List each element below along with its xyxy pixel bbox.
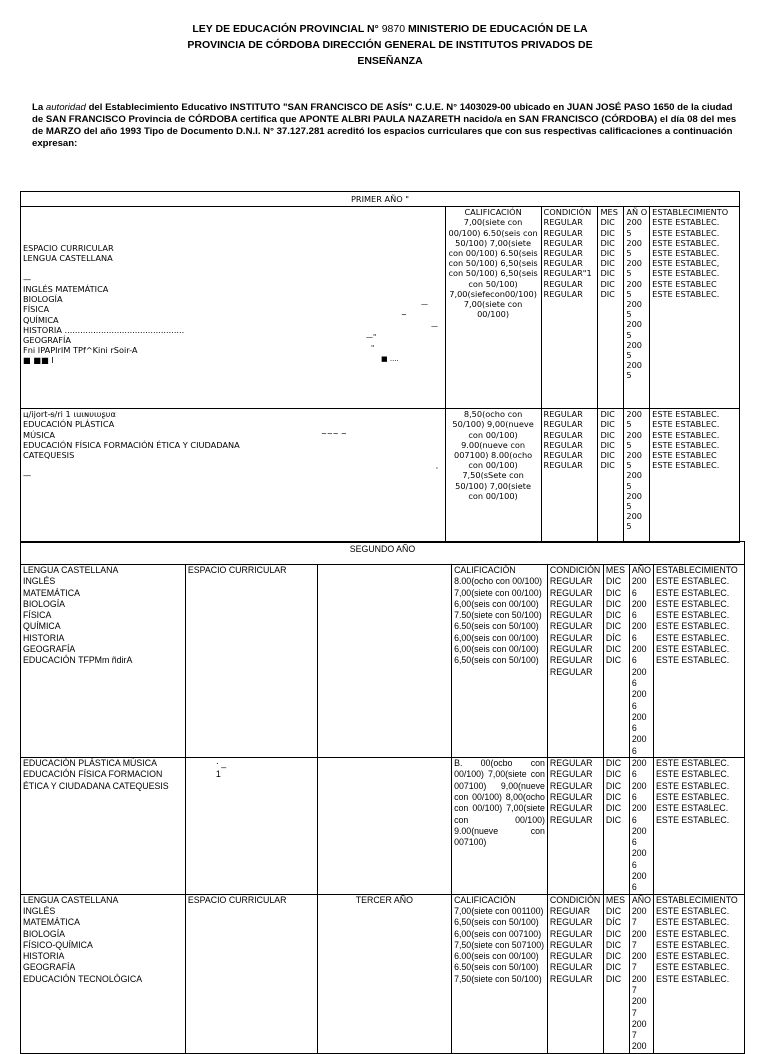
list-item: REGULAR	[543, 419, 583, 430]
list-item: DIC	[600, 217, 615, 228]
second-year-subjects-2	[21, 758, 186, 895]
list-item: ESTE ESTABLEC.	[655, 632, 730, 643]
list-item: DIC	[605, 655, 622, 666]
list-item: REGULAR	[543, 258, 583, 269]
list-item: MÚSICA	[23, 429, 55, 440]
list-item: 200	[626, 278, 643, 289]
second-year-institution-1	[653, 565, 744, 758]
list-item: DIC	[600, 419, 615, 430]
list-item: ESTE ESTABLEC.	[655, 905, 730, 916]
list-item: MATEMÁTICA	[23, 587, 81, 598]
list-item: REGULAR	[549, 576, 593, 587]
list-item: ESTE ESTABLEC.	[652, 268, 720, 279]
first-year-months-1: MES DIC DIC DIC DIC DIC DIC DIC DIC	[598, 207, 624, 409]
second-year-subjects-1	[21, 565, 186, 758]
list-item: REGULAR	[543, 237, 583, 248]
list-item: 200	[626, 470, 643, 481]
list-item: 6	[631, 632, 637, 643]
list-item: HISTORIA	[23, 951, 65, 962]
intro-2: autoridad	[45, 102, 86, 113]
list-item: DIC	[600, 268, 615, 279]
list-item: LENGUA CASTELLANA	[23, 253, 113, 264]
list-item: Fni IPAPIrIM TPf^Kini rSoir-A	[23, 345, 138, 356]
intro-1: La	[32, 102, 44, 113]
list-item: 5	[626, 309, 632, 320]
list-item: 6	[631, 655, 637, 666]
title-part-2: MINISTERIO DE EDUCACIÓN DE LA PROVINCIA DE CÓRDOBA DIRECCIÓN GENERAL DE INSTITUTOS PRIVADOS DE ENSEÑANZA	[187, 23, 593, 67]
list-item: ESTE ESTABLEC.	[655, 917, 730, 928]
list-item: DIC	[600, 278, 615, 289]
list-item: ESTE ESTABLEC.	[652, 419, 720, 430]
list-item: REGULAR	[549, 758, 593, 769]
second-year-years-2	[629, 758, 653, 895]
list-item: 5	[626, 268, 632, 279]
list-item: INGLÉS	[23, 905, 56, 916]
list-item: LENGUA CASTELLANA	[23, 894, 119, 905]
list-item: 6	[631, 859, 637, 870]
first-year-subjects-1	[21, 207, 446, 409]
list-item: 7	[631, 1030, 637, 1041]
second-year-grades-1: CALIFICACIÓN 8.00(ocho con 00/100) 7,00(siete con 00/100) 6,00(seis con 00/100) 7.50(siete con 50/100) 6.50(seis con 50/100) 6,00(seis con 00/100) 6,00(seis con 00/100) 6,50(seis con 50/100)	[452, 565, 548, 758]
list-item: 6	[631, 814, 637, 825]
list-item: DIC	[605, 928, 622, 939]
list-item: ESTE ESTABLEC	[652, 450, 717, 461]
list-item: 200	[631, 734, 647, 745]
list-item: REGULAR"1	[543, 268, 592, 279]
list-item: 6	[631, 677, 637, 688]
list-item: REGULAR	[549, 951, 593, 962]
list-item: REGULAR	[543, 429, 583, 440]
first-year-years-1: AÑ O 200 5 200 5 200 5 200 5 200 5 200 5 200 5 200 5	[624, 207, 650, 409]
list-item: REGULAR	[549, 939, 593, 950]
list-item: ESTE ESTABLEC.	[652, 237, 720, 248]
list-item: DIC	[605, 973, 622, 984]
list-item: REGULAR	[549, 610, 593, 621]
third-year-subjects	[21, 894, 186, 1053]
list-item: DIC	[600, 429, 615, 440]
list-item: 5	[626, 370, 632, 381]
list-item: EDUCACIÓN PLÁSTICA	[23, 419, 115, 430]
first-year-grades-2: 8,50(ocho con 50/100) 9,00(nueve con 00/100) 9.00(nueve con 007100) 8.00(ocho con 00/100) 7,50(sSete con 50/100) 7,00(siete con 00/100)	[445, 409, 541, 543]
list-item: HISTORIA	[23, 632, 65, 643]
list-item: 6	[631, 587, 637, 598]
list-item: REGULAR	[543, 248, 583, 259]
list-item: DIC	[605, 814, 622, 825]
scan-marks: — ~ — —" " ■ ....	[366, 300, 438, 364]
list-item: ESTE ESTABLEC.	[655, 587, 730, 598]
second-year-months-2	[603, 758, 629, 895]
list-item: GEOGRAFÍA	[23, 335, 71, 346]
list-item: 200	[626, 237, 643, 248]
list-item: HISTORIA ..............................................	[23, 324, 185, 335]
list-item: DIC	[605, 939, 622, 950]
list-item: 7	[631, 984, 637, 995]
intro-3: del Establecimiento Educativo INSTITUTO "SAN FRANCISCO DE ASÍS" C.U.E. N° 1403029-00 ubicado en JUAN JOSÉ PASO 1650 de la ciudad de SAN FRANCISCO Provincia de CÓRDOBA certifica que APONTE ALBRI PAULA NAZARETH nacido/a en SAN FRANCISCO (CÓRDOBA) el día 08 del mes de MARZO del año 1993 Tipo de Documento D.N.I. N° 37.127.281 acreditó los espacios curriculares que con sus respectivas calificaciones a continuación expresan:	[32, 102, 737, 149]
list-item: 6	[631, 882, 637, 893]
list-item: BIOLOGÍA	[23, 294, 63, 305]
list-item: REGULAR	[549, 632, 593, 643]
list-item: REGULAR	[549, 917, 593, 928]
list-item: 7	[631, 1007, 637, 1018]
third-year-months	[603, 894, 629, 1053]
list-item: DIC	[600, 227, 615, 238]
list-item: REGULAR	[543, 460, 583, 471]
list-item: 200	[626, 409, 643, 420]
list-item: DIC	[605, 587, 622, 598]
list-item: AÑO	[631, 565, 651, 575]
list-item: 200	[626, 511, 643, 522]
list-item: 200	[631, 780, 647, 791]
first-year-conditions-2	[541, 409, 598, 543]
first-year-institution-2	[650, 409, 740, 543]
list-item: REGULAR	[543, 288, 583, 299]
list-item: DIC	[600, 409, 615, 420]
list-item: DIC	[600, 439, 615, 450]
list-item: REGULAR	[543, 409, 583, 420]
third-year-space: ESPACIO CURRICULAR	[185, 894, 317, 1053]
list-item: GEOGRAFÍA	[23, 962, 76, 973]
third-year-grades: CALIFICACIÓN 7,00(siete con 001100) 6,50(seis con 50/100) 6,00(seis con 007100) 7,50(siete con 507100) 6.00(seis con 00/100) 6.50(seis con 50/100) 7,50(siete con 50/100)	[452, 894, 548, 1053]
list-item: 6	[631, 791, 637, 802]
list-item: 200	[626, 360, 643, 371]
list-item: 200	[631, 711, 647, 722]
list-item: 200	[631, 928, 647, 939]
list-item: · _	[215, 758, 227, 769]
first-year-institution-1: ESTABLECIMIENTO ESTE ESTABLEC. ESTE ESTABLEC. ESTE ESTABLEC. ESTE ESTABLEC. ESTE ESTABLEC, ESTE ESTABLEC. ESTE ESTABLEC ESTE ESTABLEC.	[650, 207, 740, 409]
list-item: ESTABLECIMIENTO	[655, 565, 738, 575]
list-item: ESTE ESTABLEC.	[655, 576, 730, 587]
list-item: 5	[626, 288, 632, 299]
list-item: 6	[631, 700, 637, 711]
list-item: DIC	[600, 248, 615, 259]
list-item: 200	[626, 319, 643, 330]
list-item: ESTE ESTABLEC.	[655, 951, 730, 962]
list-item: 5	[626, 227, 632, 238]
list-item: 200	[626, 490, 643, 501]
list-item: ESTE ESTABLEC.	[652, 248, 720, 259]
list-item: DIC	[600, 450, 615, 461]
list-item: ESTE ESTABLEC.	[655, 780, 730, 791]
list-item: ESPACIO CURRICULAR	[23, 243, 114, 254]
list-item: ■ ■■ I	[23, 355, 54, 366]
first-year-grades-1: CALIFICACIÓN 7,00(siete con 00/100) 6.50(seis con 50/100) 7,00(siete con 00/100) 6.50(seis con 50/100) 6,50(seis con 50/100) 6,50(seis con 50/100) 7,00(siefecon00/100) 7,00(siete con 00/100)	[445, 207, 541, 409]
list-item	[23, 264, 443, 274]
list-item: ESTE ESTABLEC.	[655, 962, 730, 973]
first-year-subjects-2: ц/ijort-ᵴ/ri 1 ιuιɴυιυʂυα EDUCACIÓN PLÁSTICA MÚSICA EDUCACIÓN FÍSICA FORMACIÓN ÉTICA Y CIUDADANA CATEQUESIS — ~~~ ~ '	[21, 409, 446, 543]
list-item: REGULAR	[543, 439, 583, 450]
first-year-years-2	[624, 409, 650, 543]
list-item: ESTE ESTABLEC.	[652, 288, 720, 299]
list-item: DÍC	[605, 632, 622, 643]
list-item: DIC	[600, 460, 615, 471]
list-item: ESTABLECIMIENTO	[655, 894, 738, 905]
list-item: REGULAR	[549, 814, 593, 825]
list-item: REGULAR	[549, 587, 593, 598]
title-part-1: LEY DE EDUCACIÓN PROVINCIAL N°	[192, 23, 379, 35]
list-item: ESTE ESTABLEC.	[655, 758, 730, 769]
list-item: ESTE ESTABLEC.	[652, 409, 720, 420]
list-item: 5	[626, 480, 632, 491]
list-item: 7	[631, 939, 637, 950]
list-item: DIC	[605, 803, 622, 814]
list-item: —	[23, 273, 32, 284]
list-item: BIOLOGÍA	[23, 928, 66, 939]
list-item: 200	[626, 429, 643, 440]
list-item: DIC	[605, 962, 622, 973]
list-item: DÍC	[605, 917, 622, 928]
list-item: FÍSICA	[23, 610, 52, 621]
list-item: ESTE ESTABLEC.	[655, 928, 730, 939]
second-year-space-1: ESPACIO CURRICULAR	[185, 565, 317, 758]
list-item: DIC	[600, 258, 615, 269]
list-item: QUÍMICA	[23, 621, 61, 632]
list-item: REGULAR	[543, 227, 583, 238]
list-item: REGUIAR	[549, 905, 591, 916]
list-item: REGULAR	[549, 791, 593, 802]
second-year-years-1	[629, 565, 653, 758]
third-year-institution	[653, 894, 744, 1053]
list-item: ESTE ESTABLEC.	[655, 655, 730, 666]
list-item: 200	[631, 973, 647, 984]
list-item: AÑO	[631, 894, 651, 905]
list-item: ESTE ESTABLEC,	[652, 258, 720, 269]
list-item: 5	[626, 350, 632, 361]
third-year-caption: TERCER AÑO	[317, 894, 452, 1053]
list-item: DIC	[605, 905, 622, 916]
second-year-third-2	[317, 758, 452, 895]
list-item: DIC	[600, 288, 615, 299]
second-year-space-2	[185, 758, 317, 895]
list-item: 200	[631, 598, 647, 609]
list-item: REGULAR	[549, 803, 593, 814]
list-item: ESTE ESTABLEC.	[655, 939, 730, 950]
list-item: CONDICIÓN	[549, 565, 601, 575]
list-item: EDUCACIÓN FÍSICA FORMACIÓN ÉTICA Y CIUDADANA	[23, 439, 240, 450]
list-item: 5	[626, 460, 632, 471]
list-item: FÍSICA	[23, 304, 50, 315]
list-item: DIC	[605, 644, 622, 655]
first-year-caption: PRIMER AÑO "	[21, 192, 740, 207]
list-item: REGULAR	[549, 928, 593, 939]
list-item: DIC	[600, 237, 615, 248]
list-item: DIC	[605, 621, 622, 632]
list-item: QUÍMICA	[23, 314, 59, 325]
list-item: 5	[626, 419, 632, 430]
document-title	[180, 21, 600, 69]
list-item: EDUCACIÓN TFPMm ñdirA	[23, 655, 133, 666]
list-item: 200	[631, 871, 647, 882]
list-item: 7	[631, 917, 637, 928]
list-item: 200	[631, 689, 647, 700]
list-item: ESTE ESTABLEC.	[655, 769, 730, 780]
list-item: ESTE ESTABLEC.	[652, 227, 720, 238]
list-item: 200	[631, 848, 647, 859]
list-item: DIC	[605, 576, 622, 587]
list-item: 6	[631, 745, 637, 756]
list-item: DIC	[605, 780, 622, 791]
list-item: ESTE ESTABLEC.	[652, 439, 720, 450]
list-item: ц/ijort-ᵴ/ri 1 ιuιɴυιυʂυα	[23, 409, 116, 420]
list-item: 6	[631, 610, 637, 621]
list-item: REGULAR	[549, 598, 593, 609]
list-item: ESTE ESTABLEC.	[655, 621, 730, 632]
list-item: REGULAR	[543, 278, 583, 289]
list-item: MATEMÁTICA	[23, 917, 81, 928]
list-item	[23, 460, 443, 470]
list-item: MES	[605, 565, 625, 575]
list-item: ESTE ESTABLEC.	[652, 460, 720, 471]
list-item: REGULAR	[549, 973, 593, 984]
list-item: REGULAR	[549, 780, 593, 791]
list-item: ESTE ESTABLEC.	[655, 644, 730, 655]
list-item: REGULAR	[543, 450, 583, 461]
list-item: LENGUA CASTELLANA	[23, 565, 119, 575]
list-item: REGULAR	[549, 655, 593, 666]
list-item: 200	[631, 666, 647, 677]
list-item: 200	[626, 258, 643, 269]
list-item: 200	[626, 299, 643, 310]
list-item: 6	[631, 837, 637, 848]
first-year-conditions-1: CONDICIÓN REGULAR REGULAR REGULAR REGULAR REGULAR REGULAR"1 REGULAR REGULAR	[541, 207, 598, 409]
list-item: 200	[631, 576, 647, 587]
list-item: DIC	[605, 610, 622, 621]
list-item: REGULAR	[543, 217, 583, 228]
second-year-third-1	[317, 565, 452, 758]
list-item: 200	[631, 803, 647, 814]
first-year-months-2	[598, 409, 624, 543]
list-item: ESTE ESTABLEC.	[655, 598, 730, 609]
list-item: 200	[631, 758, 647, 769]
second-year-caption: SEGUNDO AÑO	[21, 542, 745, 565]
list-item: 5	[626, 439, 632, 450]
list-item: 200	[631, 644, 647, 655]
list-item: 200	[626, 339, 643, 350]
third-year-years	[629, 894, 653, 1053]
list-item: REGULAR	[549, 666, 593, 677]
second-year-months-1	[603, 565, 629, 758]
list-item: —	[23, 470, 32, 481]
list-item: 7	[631, 962, 637, 973]
second-year-conditions-1	[547, 565, 603, 758]
first-year-table	[20, 191, 740, 543]
list-item: CONDICIÓN	[549, 894, 601, 905]
list-item: DIC	[605, 769, 622, 780]
list-item: ESTE ESTABLEC.	[652, 217, 720, 228]
list-item: REGULAR	[549, 644, 593, 655]
list-item: 6	[631, 769, 637, 780]
list-item: DIC	[605, 598, 622, 609]
list-item: 5	[626, 501, 632, 512]
list-item: ESTE ESTABLEC.	[655, 973, 730, 984]
list-item: 200	[626, 217, 643, 228]
list-item: 6	[631, 723, 637, 734]
law-number: 9870	[381, 23, 406, 35]
list-item: 5	[626, 521, 632, 532]
list-item: 200	[631, 1018, 647, 1029]
list-item: DIC	[605, 791, 622, 802]
list-item: GEOGRAFÍA	[23, 644, 76, 655]
second-year-conditions-2	[547, 758, 603, 895]
second-year-institution-2	[653, 758, 744, 895]
list-item: EDUCACIÓN PLÁSTICA MÚSICA	[23, 758, 157, 769]
list-item: ÉTICA Y CIUDADANA CATEQUESIS	[23, 780, 169, 791]
list-item: 200	[631, 996, 647, 1007]
list-item: ESTE ESTABLEC.	[655, 610, 730, 621]
list-item: 200	[626, 450, 643, 461]
list-item: ESTE ESTA8LEC.	[655, 803, 729, 814]
second-year-table	[20, 541, 745, 1054]
list-item: 1	[215, 769, 221, 780]
list-item: REGULAR	[549, 962, 593, 973]
list-item: INGLÉS MATEMÁTICA	[23, 284, 109, 295]
list-item: 5	[626, 248, 632, 259]
list-item: ESTE ESTABLEC.	[652, 429, 720, 440]
list-item: ESTE ESTABLEC	[652, 278, 717, 289]
list-item: BIOLOGÍA	[23, 598, 66, 609]
list-item: REGULAR	[549, 621, 593, 632]
list-item: DIC	[605, 951, 622, 962]
list-item: ESTE ESTABLEC.	[655, 814, 730, 825]
list-item: REGULAR	[549, 769, 593, 780]
list-item: MES	[605, 894, 625, 905]
certificate-paragraph	[32, 102, 737, 150]
list-item: INGLÉS	[23, 576, 56, 587]
list-item: EDUCACIÓN FÍSICA FORMACION	[23, 769, 163, 780]
list-item: 200	[631, 905, 647, 916]
list-item: CATEQUESIS	[23, 450, 75, 461]
list-item: 5	[626, 329, 632, 340]
list-item: 200	[631, 1041, 647, 1052]
third-year-conditions	[547, 894, 603, 1053]
list-item: 200	[631, 951, 647, 962]
list-item: EDUCACIÓN TECNOLÓGICA	[23, 973, 143, 984]
list-item: DIC	[605, 758, 622, 769]
list-item: 200	[631, 621, 647, 632]
second-year-grades-2: B. 00(ocbo con 00/100) 7,00(siete con 007100) 9,00(nueve con 00/100) 8,00(ocho con 00/100) 7,00(siete con 00/100) 9.00(nueve con 007100)	[452, 758, 548, 895]
list-item: FÍSICO-QUÍMICA	[23, 939, 93, 950]
list-item: ESTE ESTABLEC.	[655, 791, 730, 802]
list-item: 200	[631, 825, 647, 836]
